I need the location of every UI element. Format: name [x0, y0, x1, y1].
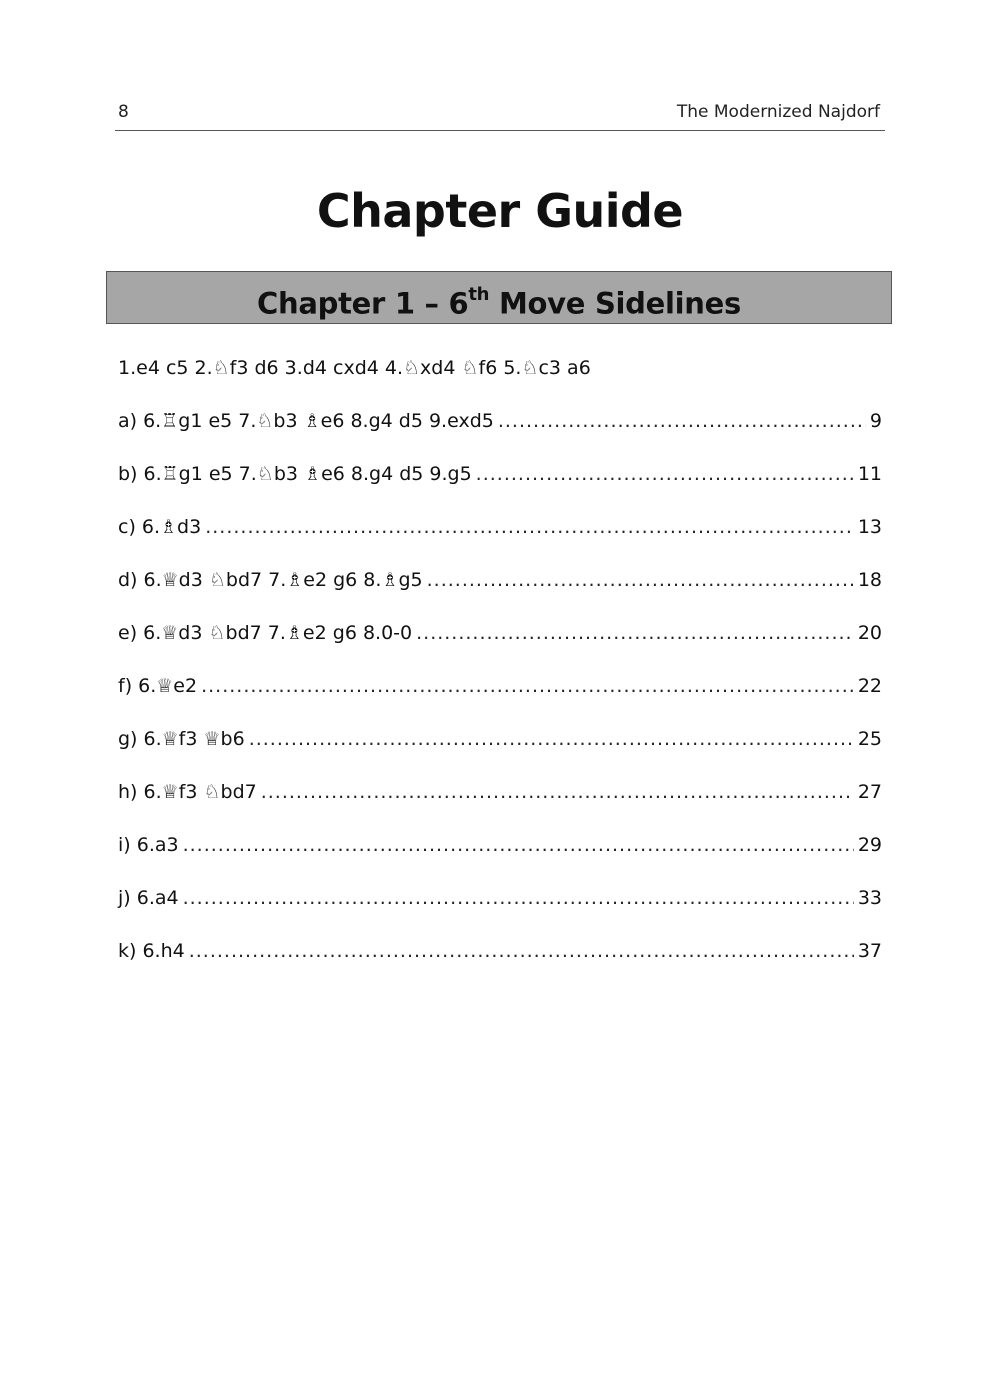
dot-leader — [201, 675, 854, 697]
dot-leader — [261, 781, 854, 803]
toc-entry-page: 25 — [857, 728, 882, 750]
chapter-title — [107, 272, 891, 330]
toc-entry-label: f) 6.♕e2 — [118, 675, 198, 697]
toc-entry[interactable] — [118, 675, 882, 728]
toc-list — [118, 410, 882, 993]
toc-entry-label: c) 6.♗d3 — [118, 516, 202, 538]
toc-entry[interactable] — [118, 463, 882, 516]
toc-entry[interactable] — [118, 516, 882, 569]
dot-leader — [205, 516, 854, 538]
main-line: 1.e4 c5 2.♘f3 d6 3.d4 cxd4 4.♘xd4 ♘f6 5.♘c3 a6 — [118, 357, 591, 379]
dot-leader — [427, 569, 854, 591]
running-title: The Modernized Najdorf — [676, 102, 880, 122]
page-number: 8 — [118, 102, 129, 122]
chapter-title-prefix: Chapter 1 – 6 — [257, 286, 469, 321]
toc-entry[interactable] — [118, 569, 882, 622]
dot-leader — [183, 887, 854, 909]
toc-entry[interactable] — [118, 622, 882, 675]
dot-leader — [249, 728, 854, 750]
toc-entry-page: 11 — [857, 463, 882, 485]
toc-entry-page: 33 — [857, 887, 882, 909]
toc-entry-label: h) 6.♕f3 ♘bd7 — [118, 781, 257, 803]
toc-entry-label: b) 6.♖g1 e5 7.♘b3 ♗e6 8.g4 d5 9.g5 — [118, 463, 472, 485]
toc-entry-page: 27 — [857, 781, 882, 803]
toc-entry[interactable] — [118, 781, 882, 834]
toc-entry[interactable] — [118, 887, 882, 940]
toc-entry-label: k) 6.h4 — [118, 940, 185, 962]
toc-entry-page: 13 — [857, 516, 882, 538]
chapter-banner — [106, 271, 892, 324]
page-title: Chapter Guide — [316, 184, 684, 238]
toc-entry-label: i) 6.a3 — [118, 834, 179, 856]
toc-entry-page: 18 — [857, 569, 882, 591]
chapter-title-sup: th — [468, 284, 490, 305]
toc-entry-label: g) 6.♕f3 ♕b6 — [118, 728, 245, 750]
toc-entry[interactable] — [118, 834, 882, 887]
dot-leader — [498, 410, 866, 432]
page-header — [115, 100, 885, 131]
dot-leader — [183, 834, 854, 856]
toc-entry-label: a) 6.♖g1 e5 7.♘b3 ♗e6 8.g4 d5 9.exd5 — [118, 410, 494, 432]
toc-entry-label: d) 6.♕d3 ♘bd7 7.♗e2 g6 8.♗g5 — [118, 569, 423, 591]
dot-leader — [476, 463, 854, 485]
toc-entry-page: 37 — [857, 940, 882, 962]
dot-leader — [416, 622, 854, 644]
toc-entry-label: e) 6.♕d3 ♘bd7 7.♗e2 g6 8.0-0 — [118, 622, 413, 644]
chapter-title-suffix: Move Sidelines — [489, 286, 741, 321]
toc-entry[interactable] — [118, 410, 882, 463]
toc-entry[interactable] — [118, 940, 882, 993]
toc-entry-page: 22 — [857, 675, 882, 697]
toc-entry-page: 9 — [869, 410, 882, 432]
toc-entry-page: 29 — [857, 834, 882, 856]
toc-entry[interactable] — [118, 728, 882, 781]
dot-leader — [189, 940, 854, 962]
toc-entry-page: 20 — [857, 622, 882, 644]
toc-entry-label: j) 6.a4 — [118, 887, 179, 909]
